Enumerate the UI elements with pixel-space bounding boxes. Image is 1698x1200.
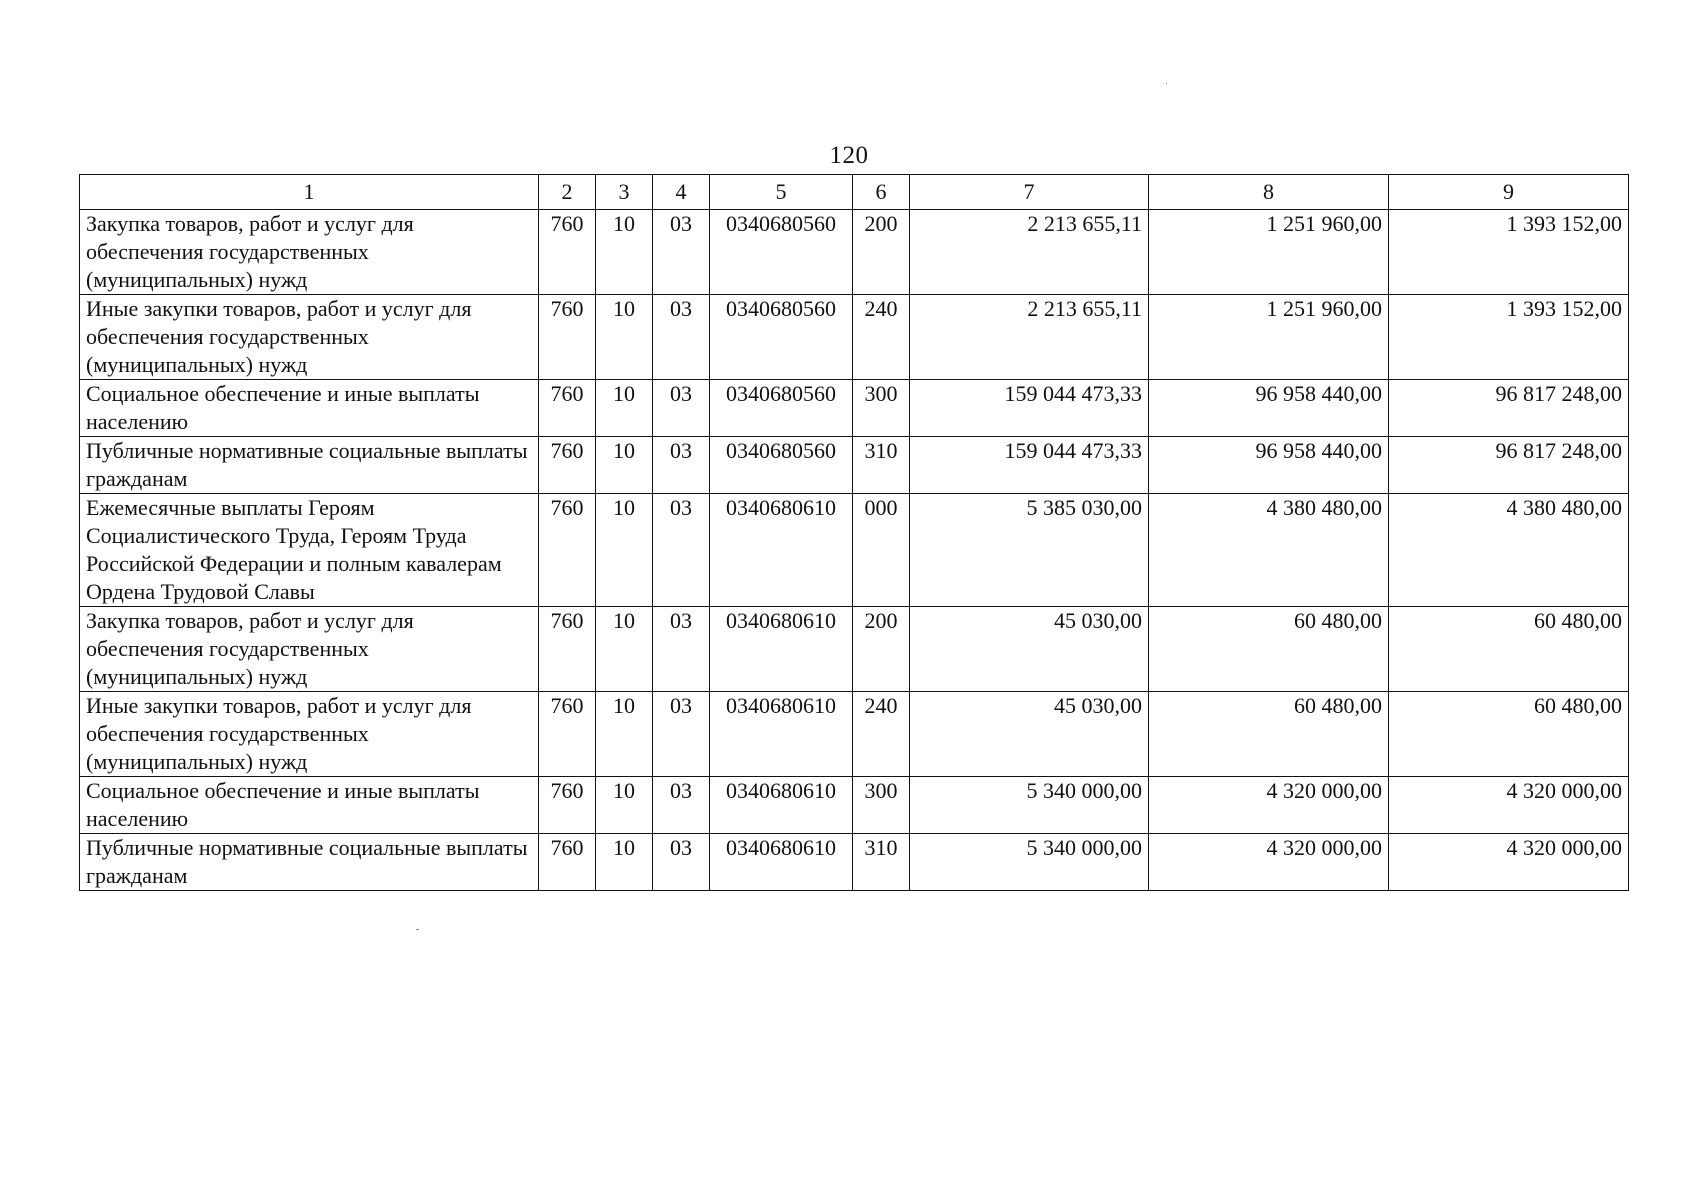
row-name: Закупка товаров, работ и услуг для обеспечения государственных (муниципальных) нужд [80,210,539,295]
header-cell: 3 [596,175,653,210]
amount-col7: 159 044 473,33 [910,380,1149,437]
table-row [80,437,1629,494]
code-subsection: 03 [653,210,710,295]
header-cell: 2 [539,175,596,210]
row-name: Публичные нормативные социальные выплаты гражданам [80,834,539,891]
page-number: 120 [829,142,869,169]
header-cell: 8 [1149,175,1389,210]
code-target: 0340680610 [710,692,853,777]
amount-col8: 4 320 000,00 [1149,834,1389,891]
row-name: Социальное обеспечение и иные выплаты населению [80,380,539,437]
scan-speck [1166,83,1167,84]
code-expense-type: 310 [853,437,910,494]
code-target: 0340680610 [710,607,853,692]
row-name: Социальное обеспечение и иные выплаты населению [80,777,539,834]
code-expense-type: 000 [853,494,910,607]
code-subsection: 03 [653,437,710,494]
amount-col7: 2 213 655,11 [910,210,1149,295]
amount-col9: 96 817 248,00 [1389,437,1629,494]
row-name: Иные закупки товаров, работ и услуг для обеспечения государственных (муниципальных) нужд [80,692,539,777]
code-expense-type: 200 [853,607,910,692]
code-expense-type: 200 [853,210,910,295]
code-section: 10 [596,692,653,777]
header-cell: 7 [910,175,1149,210]
table-row [80,295,1629,380]
table-row [80,494,1629,607]
amount-col9: 1 393 152,00 [1389,295,1629,380]
table-row [80,692,1629,777]
code-target: 0340680560 [710,380,853,437]
code-subsection: 03 [653,380,710,437]
amount-col9: 96 817 248,00 [1389,380,1629,437]
header-cell: 9 [1389,175,1629,210]
amount-col8: 60 480,00 [1149,607,1389,692]
code-subsection: 03 [653,494,710,607]
table-row [80,777,1629,834]
code-gr: 760 [539,692,596,777]
code-gr: 760 [539,494,596,607]
code-section: 10 [596,494,653,607]
table-row [80,834,1629,891]
amount-col8: 1 251 960,00 [1149,295,1389,380]
amount-col7: 2 213 655,11 [910,295,1149,380]
code-section: 10 [596,437,653,494]
code-gr: 760 [539,437,596,494]
amount-col8: 60 480,00 [1149,692,1389,777]
code-target: 0340680560 [710,210,853,295]
code-section: 10 [596,834,653,891]
row-name: Закупка товаров, работ и услуг для обеспечения государственных (муниципальных) нужд [80,607,539,692]
code-section: 10 [596,777,653,834]
amount-col9: 4 320 000,00 [1389,834,1629,891]
code-target: 0340680610 [710,834,853,891]
header-cell: 6 [853,175,910,210]
amount-col8: 4 380 480,00 [1149,494,1389,607]
code-subsection: 03 [653,607,710,692]
amount-col9: 4 380 480,00 [1389,494,1629,607]
code-expense-type: 240 [853,692,910,777]
code-subsection: 03 [653,692,710,777]
amount-col8: 4 320 000,00 [1149,777,1389,834]
table-row [80,607,1629,692]
code-target: 0340680560 [710,437,853,494]
code-gr: 760 [539,210,596,295]
code-expense-type: 300 [853,380,910,437]
scan-speck [416,929,419,930]
row-name: Публичные нормативные социальные выплаты гражданам [80,437,539,494]
amount-col7: 5 340 000,00 [910,834,1149,891]
table-row [80,210,1629,295]
amount-col9: 60 480,00 [1389,692,1629,777]
code-subsection: 03 [653,777,710,834]
code-section: 10 [596,295,653,380]
amount-col9: 4 320 000,00 [1389,777,1629,834]
amount-col7: 45 030,00 [910,692,1149,777]
amount-col7: 159 044 473,33 [910,437,1149,494]
code-target: 0340680610 [710,494,853,607]
code-gr: 760 [539,295,596,380]
amount-col8: 96 958 440,00 [1149,380,1389,437]
row-name: Ежемесячные выплаты Героям Социалистического Труда, Героям Труда Российской Федерации и полным кавалерам Ордена Трудовой Славы [80,494,539,607]
code-gr: 760 [539,607,596,692]
amount-col7: 45 030,00 [910,607,1149,692]
amount-col7: 5 340 000,00 [910,777,1149,834]
code-gr: 760 [539,380,596,437]
amount-col9: 1 393 152,00 [1389,210,1629,295]
code-target: 0340680560 [710,295,853,380]
code-subsection: 03 [653,295,710,380]
amount-col8: 96 958 440,00 [1149,437,1389,494]
code-section: 10 [596,380,653,437]
header-cell: 1 [80,175,539,210]
code-gr: 760 [539,777,596,834]
amount-col7: 5 385 030,00 [910,494,1149,607]
table-row [80,380,1629,437]
code-expense-type: 240 [853,295,910,380]
row-name: Иные закупки товаров, работ и услуг для обеспечения государственных (муниципальных) нужд [80,295,539,380]
code-expense-type: 300 [853,777,910,834]
budget-table [79,174,1629,891]
header-cell: 5 [710,175,853,210]
code-expense-type: 310 [853,834,910,891]
amount-col9: 60 480,00 [1389,607,1629,692]
code-section: 10 [596,607,653,692]
header-cell: 4 [653,175,710,210]
table-header-row [80,175,1629,210]
code-gr: 760 [539,834,596,891]
amount-col8: 1 251 960,00 [1149,210,1389,295]
code-target: 0340680610 [710,777,853,834]
code-section: 10 [596,210,653,295]
code-subsection: 03 [653,834,710,891]
